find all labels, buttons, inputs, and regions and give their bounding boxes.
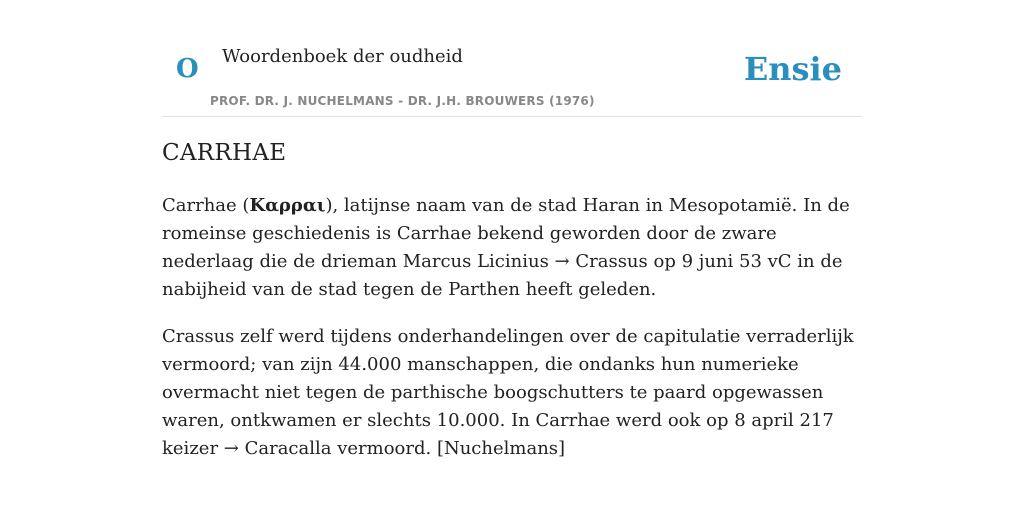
text: op 9 juni 53 vC in de nabijheid van de stad tegen de Parthen heeft geleden. bbox=[162, 251, 843, 300]
index-letter[interactable]: O bbox=[176, 54, 199, 84]
text: Crassus zelf werd tijdens onderhandelingen over de capitulatie verraderlijk vermoord; van zijn 44.000 manschappen, die ondanks hun numerieke overmacht niet tegen de parthische boogschutters te paard opgewassen waren, ontkwamen er slechts 10.000. In Carrhae werd ook op 8 april 217 keizer bbox=[162, 326, 854, 459]
ensie-logo[interactable]: Ensie bbox=[743, 50, 842, 88]
text: Carrhae ( bbox=[162, 195, 250, 216]
crossref-link-crassus[interactable]: → Crassus bbox=[554, 251, 648, 272]
entry-paragraph bbox=[162, 323, 862, 463]
text: vermoord. [Nuchelmans] bbox=[331, 438, 566, 459]
entry-content bbox=[162, 192, 862, 482]
text: ), latijnse naam van de stad Haran in Mesopotamië. In de romeinse geschiedenis is Carrhae bekend geworden door de zware nederlaag die de drieman Marcus Licinius bbox=[162, 195, 850, 272]
header bbox=[162, 36, 862, 117]
book-title[interactable]: Woordenboek der oudheid bbox=[222, 46, 463, 67]
entry-paragraph bbox=[162, 192, 862, 304]
crossref-link-caracalla[interactable]: → Caracalla bbox=[223, 438, 332, 459]
entry-title: CARRHAE bbox=[162, 140, 287, 166]
book-authors: PROF. DR. J. NUCHELMANS - DR. J.H. BROUWERS (1976) bbox=[210, 94, 595, 108]
greek-name: Καρραι bbox=[249, 195, 326, 216]
